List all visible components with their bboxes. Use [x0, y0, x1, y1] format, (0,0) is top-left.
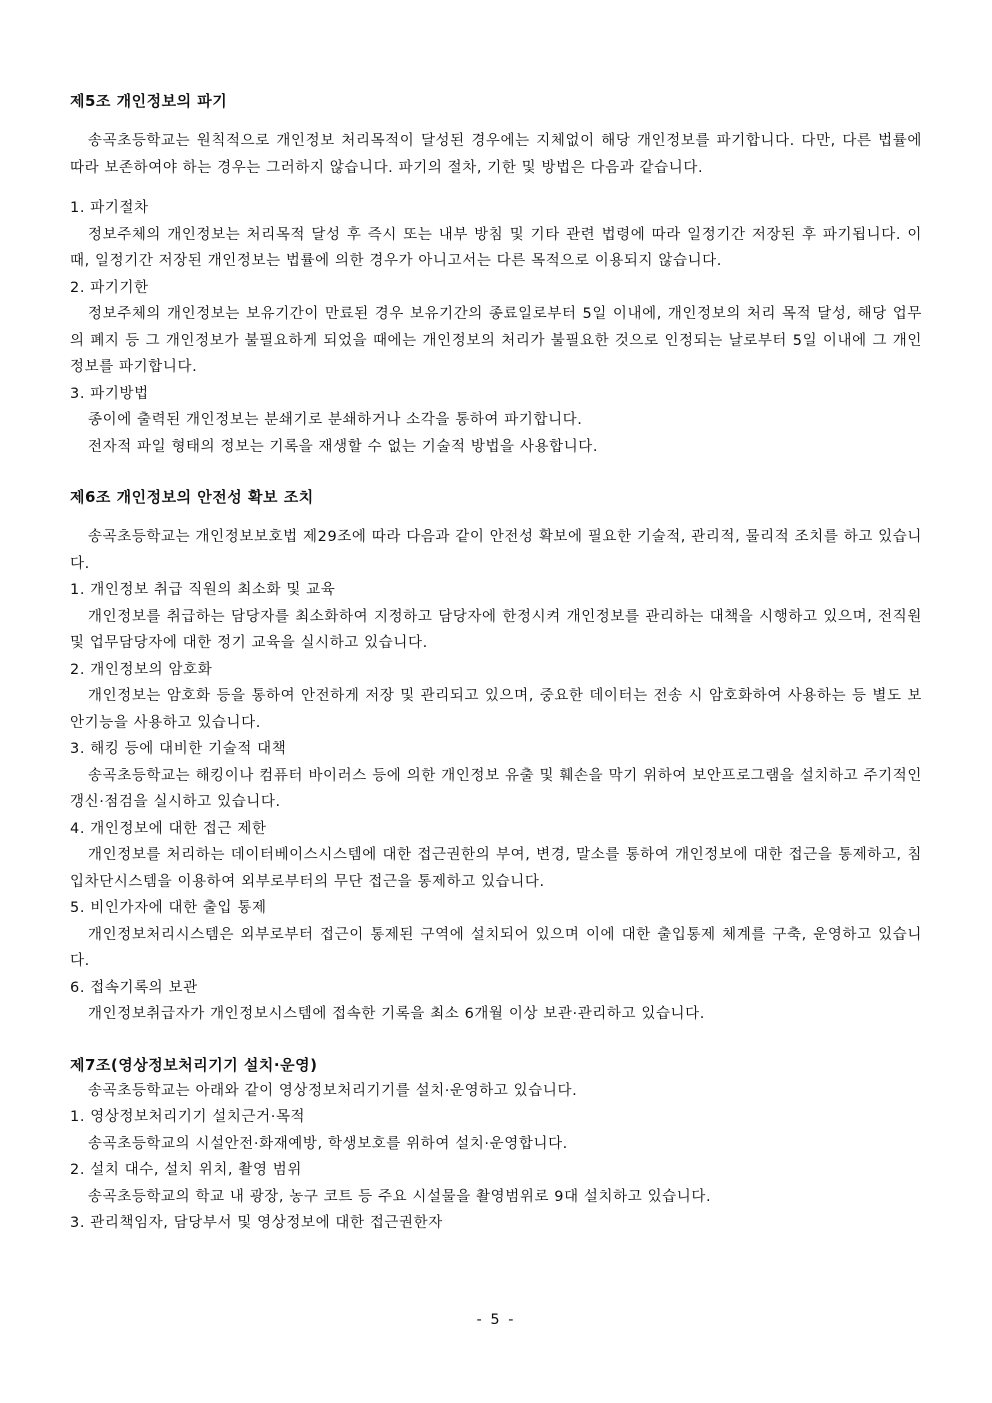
section-6-item-6-head: 6. 접속기록의 보관	[70, 979, 198, 996]
section-5-item-3-body-2: 전자적 파일 형태의 정보는 기록을 재생할 수 없는 기술적 방법을 사용합니다.	[88, 438, 599, 455]
section-6-title: 제6조 개인정보의 안전성 확보 조치	[70, 488, 314, 506]
section-6-intro: 송곡초등학교는 개인정보보호법 제29조에 따라 다음과 같이 안전성 확보에 필요한 기술적, 관리적, 물리적 조치를 하고 있습니다.	[70, 529, 922, 572]
section-6-item-1-head: 1. 개인정보 취급 직원의 최소화 및 교육	[70, 582, 336, 598]
section-7-item-1-head: 1. 영상정보처리기기 설치근거·목적	[70, 1109, 306, 1125]
section-6-item-4-body: 개인정보를 처리하는 데이터베이스시스템에 대한 접근권한의 부여, 변경, 말소를 통하여 개인정보에 대한 접근을 통제하고, 침입차단시스템을 이용하여 외부로부터의 무단 접근을 통제하고 있습니다.	[70, 847, 922, 890]
section-6-item-3-head: 3. 해킹 등에 대비한 기술적 대책	[70, 741, 287, 757]
section-7-title: 제7조(영상정보처리기기 설치·운영)	[70, 1055, 318, 1074]
section-6-item-1-body: 개인정보를 취급하는 담당자를 최소화하여 지정하고 담당자에 한정시켜 개인정보를 관리하는 대책을 시행하고 있으며, 전직원 및 업무담당자에 대한 정기 교육을 실시하고 있습니다.	[70, 608, 922, 651]
section-5-item-2-head: 2. 파기기한	[70, 279, 149, 296]
section-7-item-2-head: 2. 설치 대수, 설치 위치, 촬영 범위	[70, 1162, 302, 1178]
section-6-item-6-body: 개인정보취급자가 개인정보시스템에 접속한 기록을 최소 6개월 이상 보관·관리하고 있습니다.	[88, 1006, 705, 1022]
spacer	[70, 114, 922, 128]
section-5-intro: 송곡초등학교는 원칙적으로 개인정보 처리목적이 달성된 경우에는 지체없이 해당 개인정보를 파기합니다. 다만, 다른 법률에 따라 보존하여야 하는 경우는 그러하지 않습니다. 파기의 절차, 기한 및 방법은 다음과 같습니다.	[70, 133, 922, 176]
section-6-item-4-head: 4. 개인정보에 대한 접근 제한	[70, 820, 267, 837]
document-page	[70, 88, 922, 1237]
section-7-intro: 송곡초등학교는 아래와 같이 영상정보처리기기를 설치·운영하고 있습니다.	[88, 1082, 578, 1099]
section-7-item-2-body: 송곡초등학교의 학교 내 광장, 농구 코트 등 주요 시설물을 촬영범위로 9대 설치하고 있습니다.	[88, 1188, 712, 1205]
section-7-item-1-body: 송곡초등학교의 시설안전·화재예방, 학생보호를 위하여 설치·운영합니다.	[88, 1135, 568, 1152]
section-5-item-2-body: 정보주체의 개인정보는 보유기간이 만료된 경우 보유기간의 종료일로부터 5일 이내에, 개인정보의 처리 목적 달성, 해당 업무의 폐지 등 그 개인정보가 불필요하게 되었을 때에는 개인정보의 처리가 불필요한 것으로 인정되는 날로부터 5일 이내에 그 개인정보를 파기합니다.	[70, 306, 922, 375]
section-5-item-1-head: 1. 파기절차	[70, 200, 149, 216]
section-7-item-3-head: 3. 관리책임자, 담당부서 및 영상정보에 대한 접근권한자	[70, 1215, 443, 1231]
spacer	[70, 181, 922, 195]
section-5-item-1-body: 정보주체의 개인정보는 처리목적 달성 후 즉시 또는 내부 방침 및 기타 관련 법령에 따라 일정기간 저장된 후 파기됩니다. 이 때, 일정기간 저장된 개인정보는 법률에 의한 경우가 아니고서는 다른 목적으로 이용되지 않습니다.	[70, 226, 922, 269]
section-5-item-3-head: 3. 파기방법	[70, 385, 149, 402]
section-6-item-3-body: 송곡초등학교는 해킹이나 컴퓨터 바이러스 등에 의한 개인정보 유출 및 훼손을 막기 위하여 보안프로그램을 설치하고 주기적인 갱신·점검을 실시하고 있습니다.	[70, 767, 922, 810]
spacer	[70, 510, 922, 524]
section-5-title: 제5조 개인정보의 파기	[70, 92, 228, 110]
spacer	[70, 1028, 922, 1052]
section-6-item-2-body: 개인정보는 암호화 등을 통하여 안전하게 저장 및 관리되고 있으며, 중요한 데이터는 전송 시 암호화하여 사용하는 등 별도 보안기능을 사용하고 있습니다.	[70, 688, 922, 731]
section-6-item-5-body: 개인정보처리시스템은 외부로부터 접근이 통제된 구역에 설치되어 있으며 이에 대한 출입통제 체계를 구축, 운영하고 있습니다.	[70, 926, 922, 969]
page-number: - 5 -	[476, 1312, 516, 1328]
section-6-item-5-head: 5. 비인가자에 대한 출입 통제	[70, 900, 267, 916]
section-5-item-3-body: 종이에 출력된 개인정보는 분쇄기로 분쇄하거나 소각을 통하여 파기합니다.	[88, 412, 583, 428]
section-6-item-2-head: 2. 개인정보의 암호화	[70, 661, 213, 678]
spacer	[70, 460, 922, 484]
